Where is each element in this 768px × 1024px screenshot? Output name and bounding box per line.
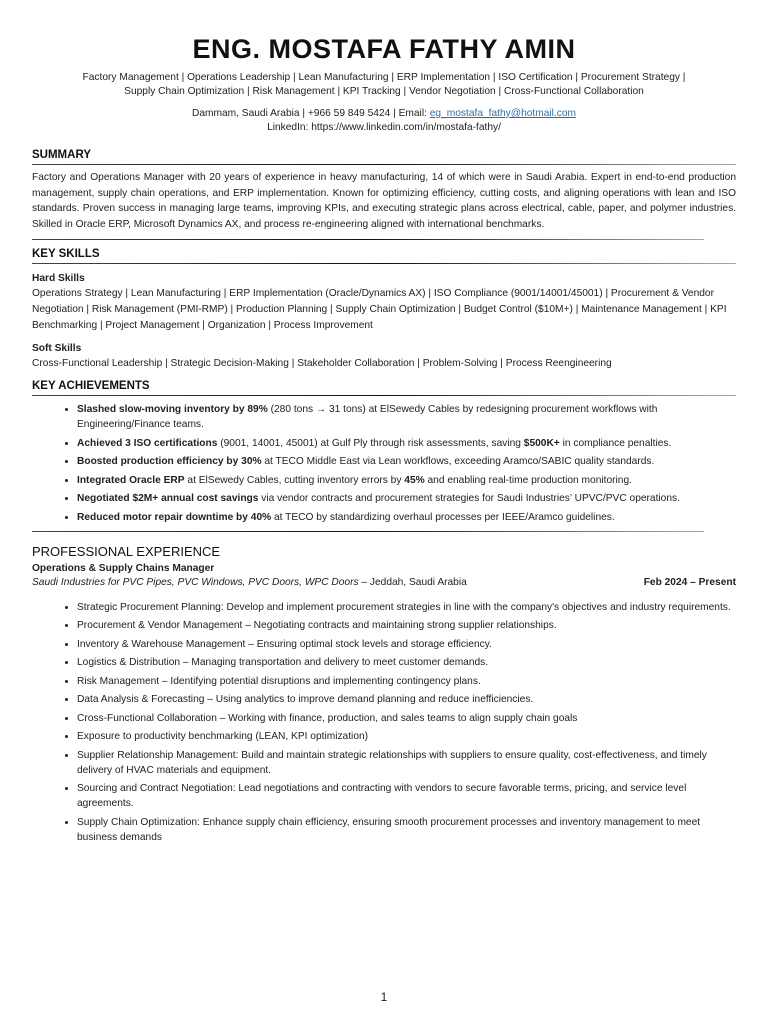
- achievement-item: • Boosted production efficiency by 30% at TECO Middle East via Lean workflows, exceeding Aramco/SABIC quality standards.: [77, 454, 736, 469]
- tagline-line-1: Factory Management | Operations Leadership | Lean Manufacturing | ERP Implementation | ISO Certification | Procurement Strategy |: [82, 72, 686, 83]
- key-skills-heading: KEY SKILLS: [32, 248, 100, 260]
- achievement-item: • Achieved 3 ISO certifications (9001, 14001, 45001) at Gulf Ply through risk assessments, saving $500K+ in compliance penalties.: [77, 436, 736, 451]
- experience-item: • Supplier Relationship Management: Build and maintain strategic relationships with suppliers to ensure quality, cost-effectiveness, and timely delivery of HVAC materials and equipment.: [77, 748, 736, 778]
- experience-item: • Risk Management – Identifying potential disruptions and implementing contingency plans.: [77, 674, 736, 689]
- achievement-item: • Integrated Oracle ERP at ElSewedy Cables, cutting inventory errors by 45% and enabling real-time production monitoring.: [77, 473, 736, 488]
- summary-heading: SUMMARY: [32, 149, 91, 161]
- contact-line: [32, 107, 736, 121]
- key-achievements-divider: [32, 395, 736, 396]
- company-line: [32, 577, 467, 588]
- achievement-item: • Slashed slow-moving inventory by 89% (280 tons → 31 tons) at ElSewedy Cables by redesigning procurement workflows with Engineering/Finance teams.: [77, 402, 736, 432]
- summary-end-divider: [32, 239, 704, 240]
- experience-item: • Supply Chain Optimization: Enhance supply chain efficiency, ensuring smooth procurement processes and inventory management to meet business demands: [77, 815, 736, 845]
- experience-item: • Procurement & Vendor Management – Negotiating contracts and maintaining strong supplier relationships.: [77, 618, 736, 633]
- experience-item: • Cross-Functional Collaboration – Working with finance, production, and sales teams to align supply chain goals: [77, 711, 736, 726]
- company-location: – Jeddah, Saudi Arabia: [358, 576, 467, 588]
- candidate-name: ENG. MOSTAFA FATHY AMIN: [192, 34, 576, 64]
- soft-skills-text: Cross-Functional Leadership | Strategic Decision-Making | Stakeholder Collaboration | Problem-Solving | Process Reengineering: [32, 358, 612, 369]
- experience-list: [32, 600, 736, 845]
- hard-skills-heading: Hard Skills: [32, 273, 85, 284]
- achievement-item: • Reduced motor repair downtime by 40% at TECO by standardizing overhaul processes per IEEE/Aramco guidelines.: [77, 510, 736, 525]
- experience-item: • Logistics & Distribution – Managing transportation and delivery to meet customer demands.: [77, 655, 736, 670]
- achievement-item: • Negotiated $2M+ annual cost savings via vendor contracts and procurement strategies for Saudi Industries’ UPVC/PVC operations.: [77, 491, 736, 506]
- experience-item: • Strategic Procurement Planning: Develop and implement procurement strategies in line with the company's objectives and industry requirements.: [77, 600, 736, 615]
- achievements-list: [32, 402, 736, 525]
- experience-item: • Sourcing and Contract Negotiation: Lead negotiations and contracting with vendors to secure favorable terms, pricing, and service level agreements.: [77, 781, 736, 811]
- resume-page: [32, 30, 736, 848]
- linkedin-line: LinkedIn: https://www.linkedin.com/in/mostafa-fathy/: [267, 122, 501, 133]
- page-number: 1: [380, 990, 388, 1004]
- email-link[interactable]: eg_mostafa_fathy@hotmail.com: [429, 108, 576, 119]
- job-dates: Feb 2024 – Present: [643, 576, 736, 588]
- experience-item: • Data Analysis & Forecasting – Using analytics to improve demand planning and reduce inefficiencies.: [77, 692, 736, 707]
- achievements-end-divider: [32, 531, 704, 532]
- hard-skills-text: Operations Strategy | Lean Manufacturing | ERP Implementation (Oracle/Dynamics AX) | ISO Compliance (9001/14001/45001) | Procurement & Vendor Negotiation | Risk Management (PMI-RMP) | Production Planning | Supply Chain Optimization | Budget Control ($10M+) | Maintenance Management | KPI Benchmarking | Project Management | Organization | Process Improvement: [32, 288, 727, 331]
- summary-divider: [32, 164, 736, 165]
- experience-item: • Inventory & Warehouse Management – Ensuring optimal stock levels and storage efficiency.: [77, 637, 736, 652]
- job-title: Operations & Supply Chains Manager: [32, 562, 215, 574]
- experience-item: • Exposure to productivity benchmarking (LEAN, KPI optimization): [77, 729, 736, 744]
- contact-prefix: Dammam, Saudi Arabia | +966 59 849 5424 | Email:: [191, 108, 430, 119]
- contact-block: [32, 107, 736, 135]
- soft-skills-heading: Soft Skills: [32, 343, 82, 354]
- key-skills-divider: [32, 263, 736, 264]
- company-row: [32, 577, 736, 588]
- summary-text: Factory and Operations Manager with 20 years of experience in heavy manufacturing, 14 of which were in Saudi Arabia. Expert in end-to-end production management, supply chain operations, and ERP implementation. Known for optimizing efficiency, cutting costs, and aligning operations with lean and ISO standards. Proven success in managing large teams, improving KPIs, and executing strategic plans across electrical, cable, paper, and polymer industries. Skilled in Oracle ERP, Microsoft Dynamics AX, and process re-engineering aligned with international benchmarks.: [32, 172, 736, 230]
- key-achievements-heading: KEY ACHIEVEMENTS: [32, 380, 150, 392]
- tagline-line-2: Supply Chain Optimization | Risk Management | KPI Tracking | Vendor Negotiation | Cross-Functional Collaboration: [124, 86, 644, 97]
- experience-heading: PROFESSIONAL EXPERIENCE: [32, 543, 221, 559]
- company-name: Saudi Industries for PVC Pipes, PVC Windows, PVC Doors, WPC Doors: [32, 576, 359, 588]
